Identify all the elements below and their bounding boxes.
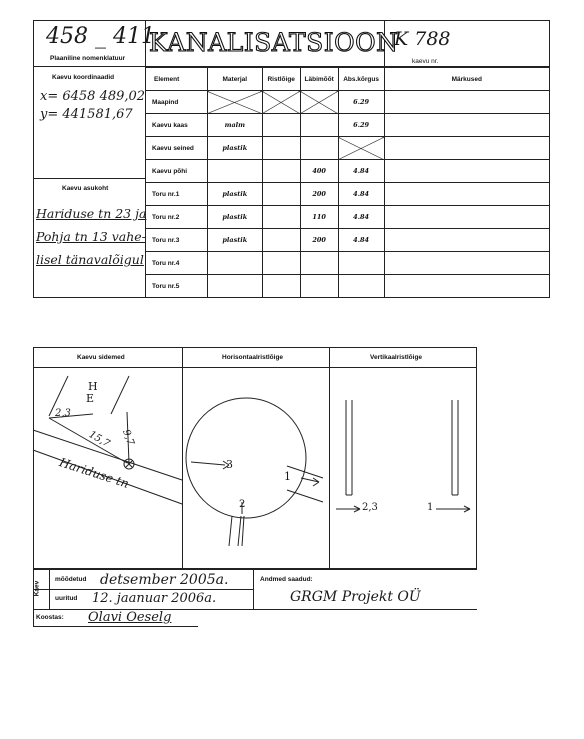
measured-value: detsember 2005a. — [100, 572, 229, 588]
location-line-3: lisel tänavalõigul — [36, 252, 144, 267]
cell-notes — [384, 252, 549, 275]
cell-element: Kaevu põhi — [146, 160, 208, 183]
cell-element: Toru nr.2 — [146, 206, 208, 229]
table-row — [146, 252, 550, 275]
well-number-value: K 788 — [394, 28, 451, 50]
table-row — [146, 114, 550, 137]
cell-diameter: 200 — [300, 183, 338, 206]
cell-material — [207, 252, 262, 275]
vertical-sketch — [330, 368, 477, 568]
element-table — [145, 67, 550, 298]
sidemed-dist-b: 15,7 — [86, 429, 112, 450]
cell-abs-height: 4.84 — [338, 183, 384, 206]
cell-abs-height — [338, 252, 384, 275]
horizontal-sketch — [183, 368, 329, 568]
cell-diameter: 200 — [300, 229, 338, 252]
cell-notes — [384, 160, 549, 183]
data-source-value: GRGM Projekt OÜ — [290, 589, 421, 605]
cell-abs-height: 4.84 — [338, 229, 384, 252]
table-row — [146, 160, 550, 183]
sidemed-street: Hariduse tn — [57, 455, 131, 491]
cell-abs-height — [338, 137, 384, 160]
pipe-label-1: 1 — [284, 470, 291, 483]
cell-cross-section — [262, 160, 300, 183]
vertical-label-right: 1 — [427, 502, 434, 513]
well-number-caption: kaevu nr. — [412, 58, 439, 65]
table-row — [146, 206, 550, 229]
cell-diameter — [300, 252, 338, 275]
cell-material — [207, 91, 262, 114]
pipe-label-2: 2 — [239, 499, 246, 510]
cell-diameter: 400 — [300, 160, 338, 183]
cell-cross-section — [262, 137, 300, 160]
coordinate-y: y= 441581,67 — [40, 107, 133, 122]
col-header-diameter: Läbimõõt — [300, 68, 338, 91]
col-header-element: Element — [146, 68, 208, 91]
cell-abs-height: 4.84 — [338, 206, 384, 229]
sidemed-north-h: H — [88, 380, 98, 393]
vertical-label-left: 2,3 — [362, 502, 378, 513]
cell-notes — [384, 114, 549, 137]
cell-abs-height: 4.84 — [338, 160, 384, 183]
cell-notes — [384, 183, 549, 206]
measured-label: mõõdetud — [55, 576, 87, 583]
table-row — [146, 275, 550, 298]
footer-side-label: Kaev — [33, 580, 41, 597]
cell-abs-height: 6.29 — [338, 114, 384, 137]
col-header-material: Materjal — [207, 68, 262, 91]
cell-cross-section — [262, 114, 300, 137]
coordinate-x: x= 6458 489,02 — [40, 89, 146, 104]
footer-mid-line — [33, 589, 253, 590]
cell-cross-section — [262, 183, 300, 206]
col-header-notes: Märkused — [384, 68, 549, 91]
cell-element: Kaevu seined — [146, 137, 208, 160]
panel-title-vertical: Vertikaalristlõige — [370, 354, 423, 361]
cell-material: plastik — [207, 206, 262, 229]
cell-element: Maapind — [146, 91, 208, 114]
col-header-cross-section: Ristlõige — [262, 68, 300, 91]
footer-top-line — [33, 569, 477, 570]
cell-material — [207, 160, 262, 183]
sidemed-sketch — [33, 368, 182, 568]
location-line-2: Pohja tn 13 vahe- — [36, 229, 146, 244]
cell-material: malm — [207, 114, 262, 137]
cell-element: Toru nr.3 — [146, 229, 208, 252]
footer-col-divider — [253, 569, 254, 609]
col-header-abs-height: Abs.kõrgus — [338, 68, 384, 91]
cell-cross-section — [262, 229, 300, 252]
cell-notes — [384, 91, 549, 114]
compiler-label: Koostas: — [36, 614, 64, 621]
cell-material: plastik — [207, 229, 262, 252]
plan-ref-caption: Plaaniline nomenklatuur — [50, 55, 126, 62]
cell-diameter — [300, 275, 338, 298]
cell-cross-section — [262, 252, 300, 275]
data-source-label: Andmed saadud: — [260, 576, 313, 583]
cell-diameter — [300, 91, 338, 114]
cell-cross-section — [262, 275, 300, 298]
footer-end-line — [33, 626, 198, 627]
sidemed-dist-c: 9,7 — [120, 428, 136, 447]
cell-notes — [384, 229, 549, 252]
cell-cross-section — [262, 206, 300, 229]
table-row — [146, 137, 550, 160]
pipe-label-3: 3 — [226, 458, 233, 471]
coords-bottom-line — [33, 178, 145, 179]
table-row — [146, 229, 550, 252]
location-heading: Kaevu asukoht — [62, 185, 109, 192]
form-title: KANALISATSIOON — [149, 28, 399, 57]
cell-notes — [384, 137, 549, 160]
cell-element: Toru nr.5 — [146, 275, 208, 298]
cell-notes — [384, 275, 549, 298]
cell-abs-height — [338, 275, 384, 298]
cell-element: Toru nr.4 — [146, 252, 208, 275]
table-header-row — [146, 68, 550, 91]
cell-element: Toru nr.1 — [146, 183, 208, 206]
cell-material — [207, 275, 262, 298]
plan-ref-value: 458 _ 411 — [46, 24, 155, 49]
cell-cross-section — [262, 91, 300, 114]
table-row — [146, 183, 550, 206]
cell-element: Kaevu kaas — [146, 114, 208, 137]
compiler-value: Olavi Oeselg — [88, 610, 172, 625]
cell-diameter — [300, 137, 338, 160]
panel-title-sidemed: Kaevu sidemed — [77, 354, 125, 361]
coordinates-heading: Kaevu koordinaadid — [52, 74, 115, 81]
cell-diameter — [300, 114, 338, 137]
footer-left-edge — [33, 569, 34, 626]
cell-abs-height: 6.29 — [338, 91, 384, 114]
checked-value: 12. jaanuar 2006a. — [92, 591, 217, 606]
panel-title-horizontal: Horisontaalristlõige — [222, 354, 284, 361]
cell-material: plastik — [207, 137, 262, 160]
checked-label: uuritud — [55, 595, 78, 602]
sidemed-north-e: E — [86, 392, 95, 405]
table-row — [146, 91, 550, 114]
sidemed-dist-a: 2,3 — [55, 408, 71, 419]
footer-side-divider — [49, 569, 50, 609]
location-line-1: Hariduse tn 23 ja — [36, 206, 147, 221]
cell-notes — [384, 206, 549, 229]
cell-material: plastik — [207, 183, 262, 206]
cell-diameter: 110 — [300, 206, 338, 229]
